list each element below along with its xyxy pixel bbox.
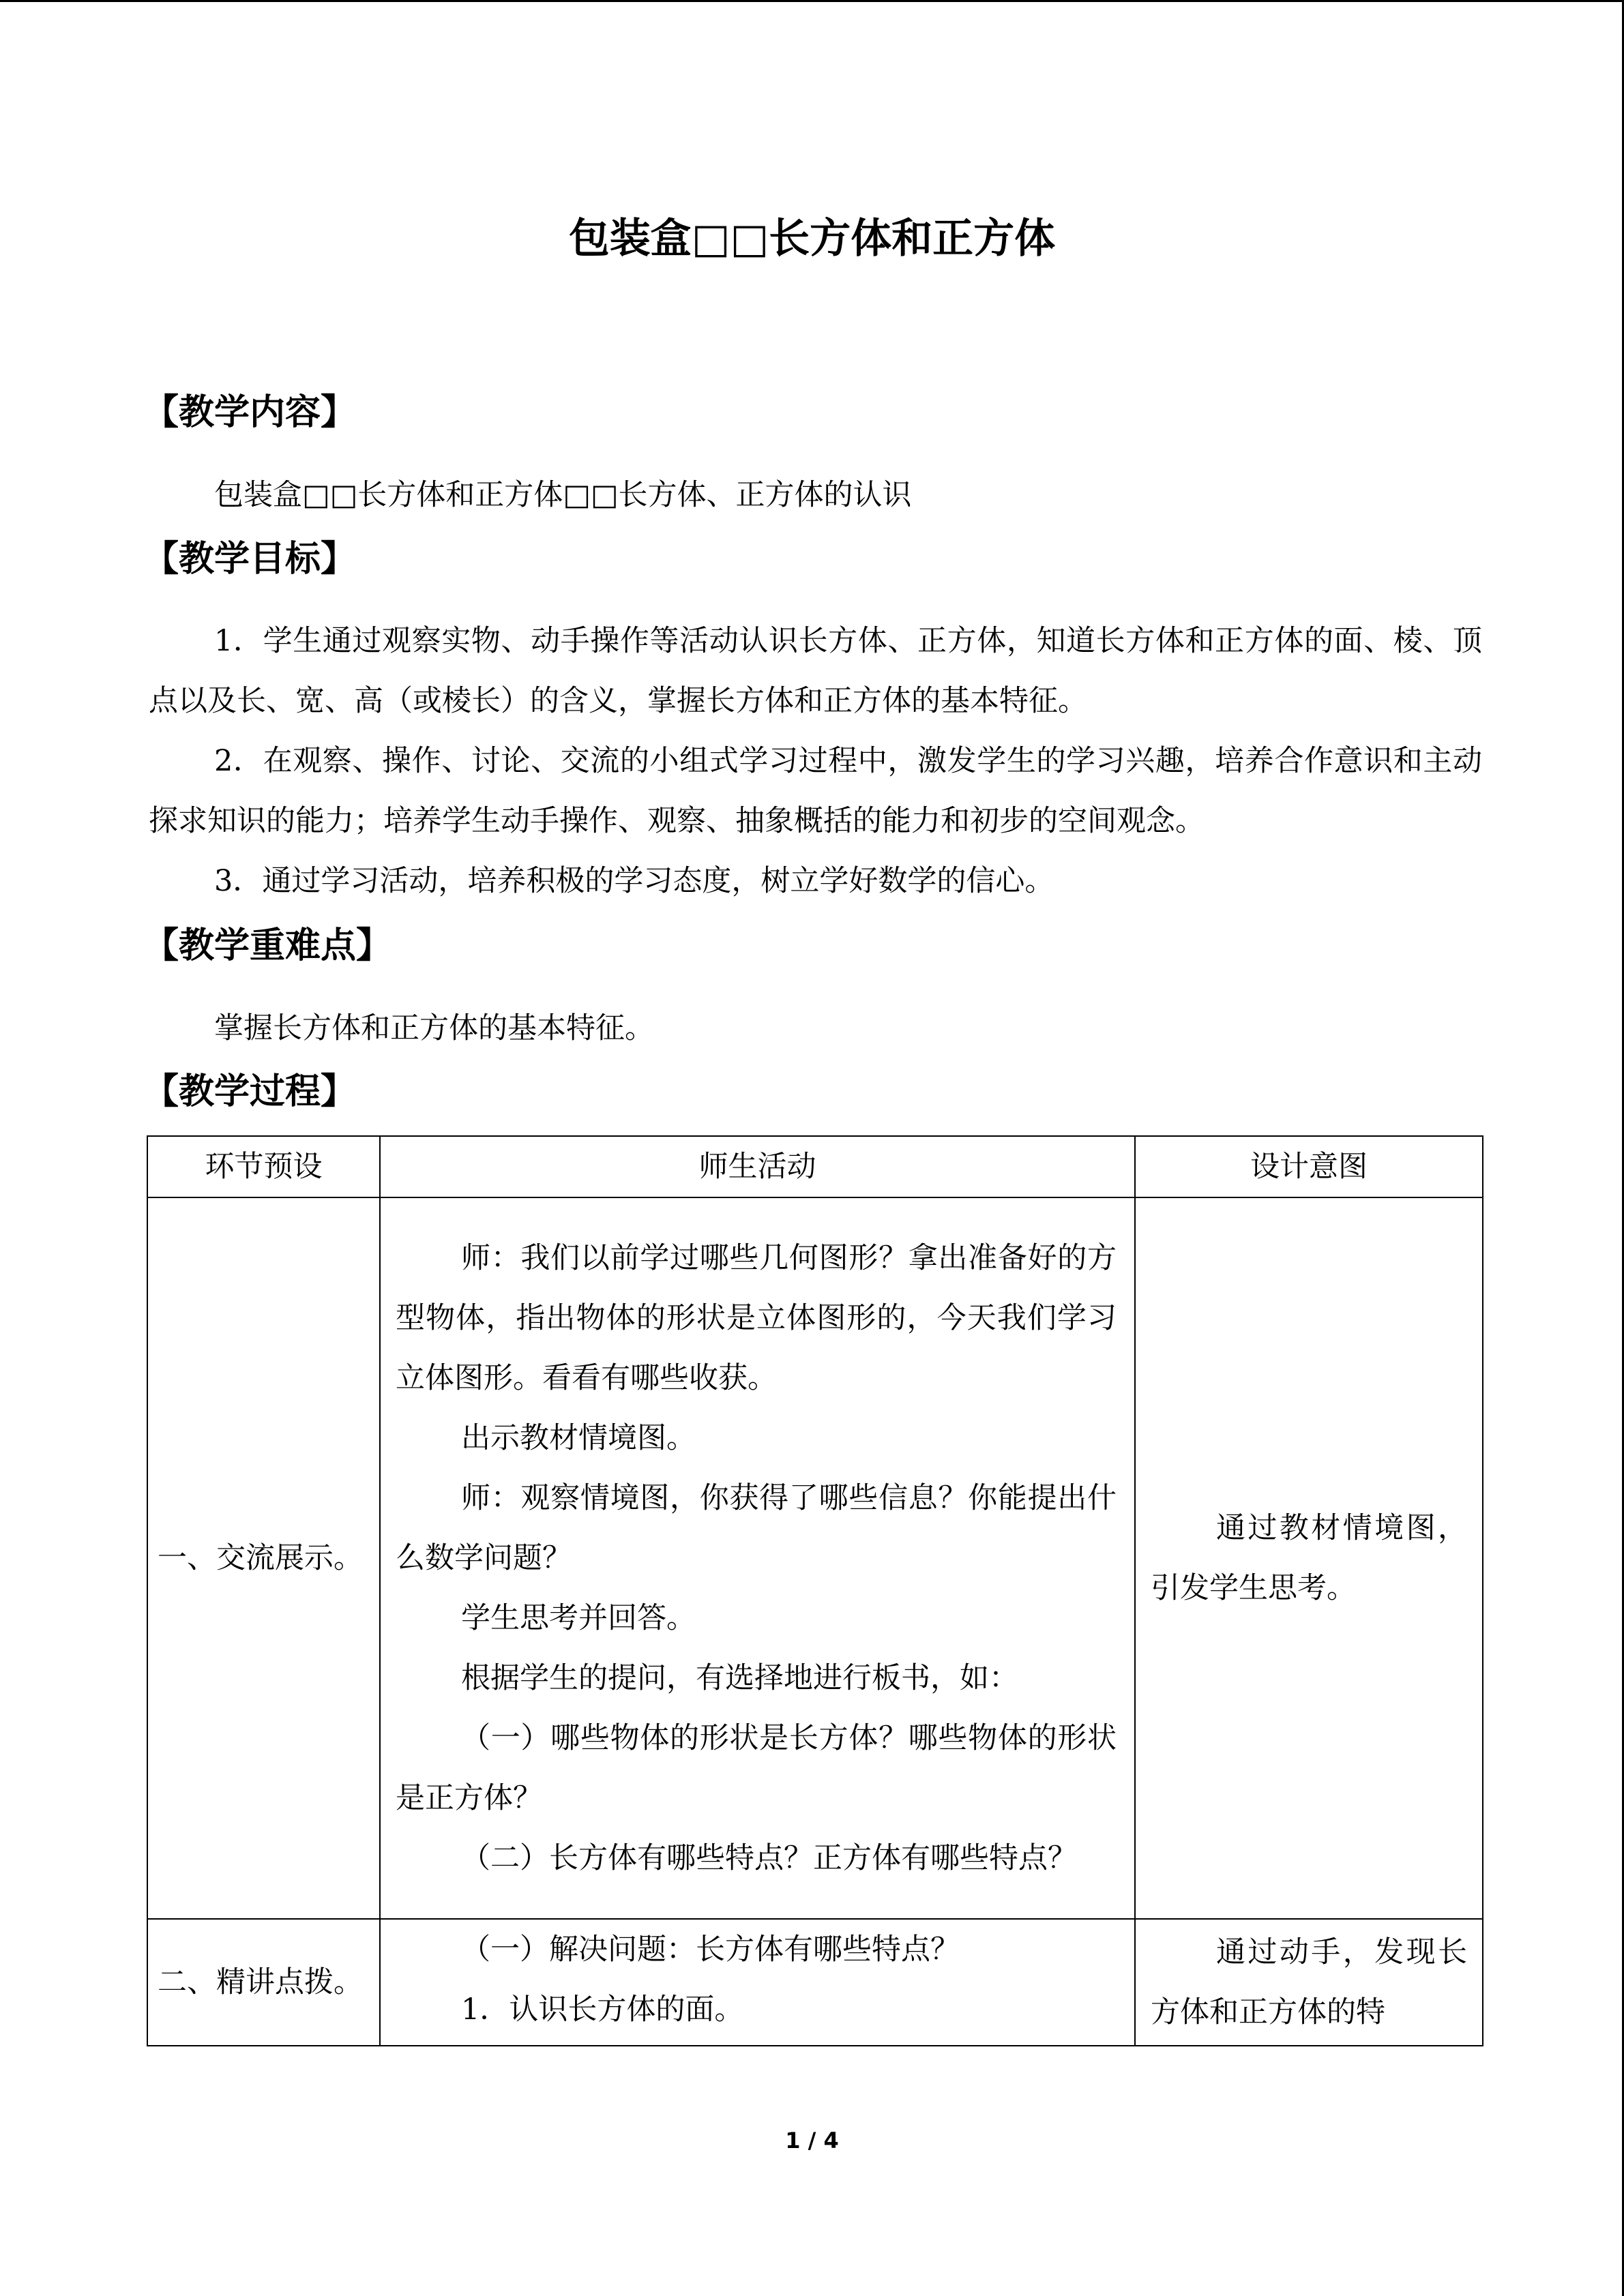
activity-line: （一）哪些物体的形状是长方体？哪些物体的形状是正方体？ bbox=[396, 1721, 1117, 1815]
teaching-content-text: 包装盒□□长方体和正方体□□长方体、正方体的认识 bbox=[214, 478, 912, 512]
intent-cell: 通过教材情境图，引发学生思考。 bbox=[1135, 1197, 1483, 1919]
intent-cell: 通过动手，发现长方体和正方体的特 bbox=[1135, 1919, 1483, 2046]
table-row bbox=[147, 1197, 1483, 1919]
heading-teaching-content: 【教学内容】 bbox=[143, 392, 357, 433]
header-intent: 设计意图 bbox=[1135, 1136, 1483, 1197]
header-stage: 环节预设 bbox=[147, 1136, 380, 1197]
activity-line: （二）长方体有哪些特点？正方体有哪些特点？ bbox=[461, 1841, 1077, 1875]
document-title: 包装盒□□长方体和正方体 bbox=[568, 215, 1056, 263]
goal-item-3: 3．通过学习活动，培养积极的学习态度，树立学好数学的信心。 bbox=[214, 864, 1054, 898]
activity-cell bbox=[380, 1197, 1135, 1919]
activity-line: 根据学生的提问，有选择地进行板书，如： bbox=[461, 1661, 1018, 1695]
activity-line: 师：观察情境图，你获得了哪些信息？你能提出什么数学问题？ bbox=[396, 1481, 1117, 1575]
stage-cell: 一、交流展示。 bbox=[147, 1197, 380, 1919]
activity-line: 出示教材情境图。 bbox=[461, 1421, 696, 1455]
activity-line: 1．认识长方体的面。 bbox=[461, 1993, 744, 2027]
activity-line: （一）解决问题：长方体有哪些特点？ bbox=[461, 1933, 960, 1967]
stage-cell: 二、精讲点拨。 bbox=[147, 1919, 380, 2046]
page-border-top bbox=[0, 0, 1624, 2]
heading-teaching-process: 【教学过程】 bbox=[143, 1071, 357, 1112]
activity-cell bbox=[380, 1919, 1135, 2046]
activity-line: 学生思考并回答。 bbox=[461, 1601, 696, 1635]
table-header-row bbox=[147, 1136, 1483, 1197]
lesson-process-table bbox=[147, 1135, 1483, 2046]
heading-teaching-goals: 【教学目标】 bbox=[143, 539, 357, 580]
header-activities: 师生活动 bbox=[380, 1136, 1135, 1197]
table-row bbox=[147, 1919, 1483, 2046]
heading-key-points: 【教学重难点】 bbox=[143, 925, 392, 966]
page-number: 1 / 4 bbox=[785, 2128, 839, 2153]
goal-item-1: 1．学生通过观察实物、动手操作等活动认识长方体、正方体，知道长方体和正方体的面、棱、顶点以及长、宽、高（或棱长）的含义，掌握长方体和正方体的基本特征。 bbox=[149, 624, 1482, 718]
goal-item-2: 2．在观察、操作、讨论、交流的小组式学习过程中，激发学生的学习兴趣，培养合作意识和主动探求知识的能力；培养学生动手操作、观察、抽象概括的能力和初步的空间观念。 bbox=[149, 744, 1482, 838]
activity-line: 师：我们以前学过哪些几何图形？拿出准备好的方型物体，指出物体的形状是立体图形的，今天我们学习立体图形。看看有哪些收获。 bbox=[396, 1241, 1117, 1395]
key-points-text: 掌握长方体和正方体的基本特征。 bbox=[214, 1011, 654, 1045]
